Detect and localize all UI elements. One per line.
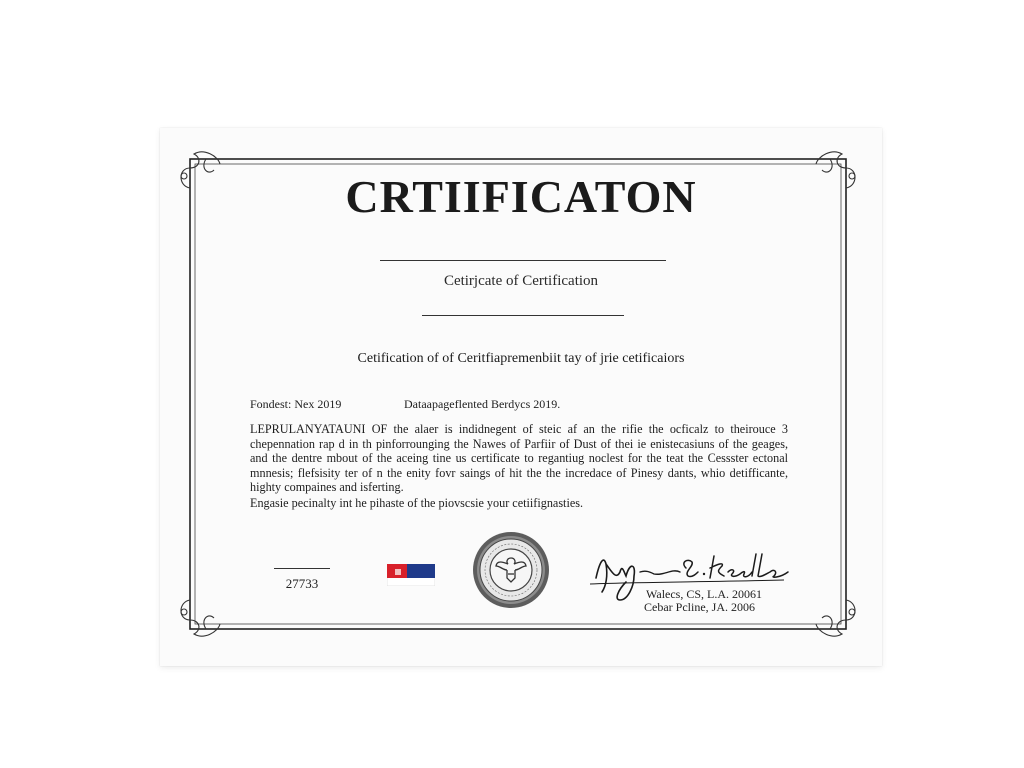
signer-date: Cebar Pcline, JA. 2006: [644, 600, 755, 614]
corner-ornament-icon: [816, 600, 855, 636]
flag-icon: [387, 564, 435, 586]
official-seal-icon: [471, 530, 551, 610]
closing-line: Engasie pecinalty int he pihaste of the piovscsie your cetiifignasties.: [250, 496, 584, 510]
signer-location: Walecs, CS, L.A. 20061: [646, 587, 763, 601]
certificate-paper: [160, 128, 882, 666]
certificate-subtitle: Cetirjcate of Certification: [443, 273, 599, 289]
certificate-title: CRTIIFICATON: [345, 171, 697, 222]
subtitle-divider: [422, 315, 624, 316]
number-line: [274, 568, 330, 569]
certificate-heading: Cetification of of Ceritfiapremenbiit tay of jrie cetificaiors: [357, 351, 685, 366]
meta-left: Fondest: Nex 2019: [250, 397, 342, 411]
body-paragraph: LEPRULANYATAUNI OF the alaer is indidnegent of steic af an the rifie the ocficalz to theirouce 3 chepennation rap d in th pinforrounging the Nawes of Parfiir of Dust of thei ie enistecasiuns of the geages, and the dentre mbout of the aceing tine us certificate to regantiug noclest for the teat the Cessster ectonal mnnesis; flefsisity ter of n the enity fovr saings of hit the the incredace of Pinesy dants, whio detifficante, highty compaines and isferting.: [250, 422, 788, 495]
certificate-number: 27733: [285, 576, 319, 591]
meta-right: Dataapageflented Berdycs 2019.: [404, 397, 561, 411]
corner-ornament-icon: [181, 600, 220, 636]
title-divider: [380, 260, 666, 261]
